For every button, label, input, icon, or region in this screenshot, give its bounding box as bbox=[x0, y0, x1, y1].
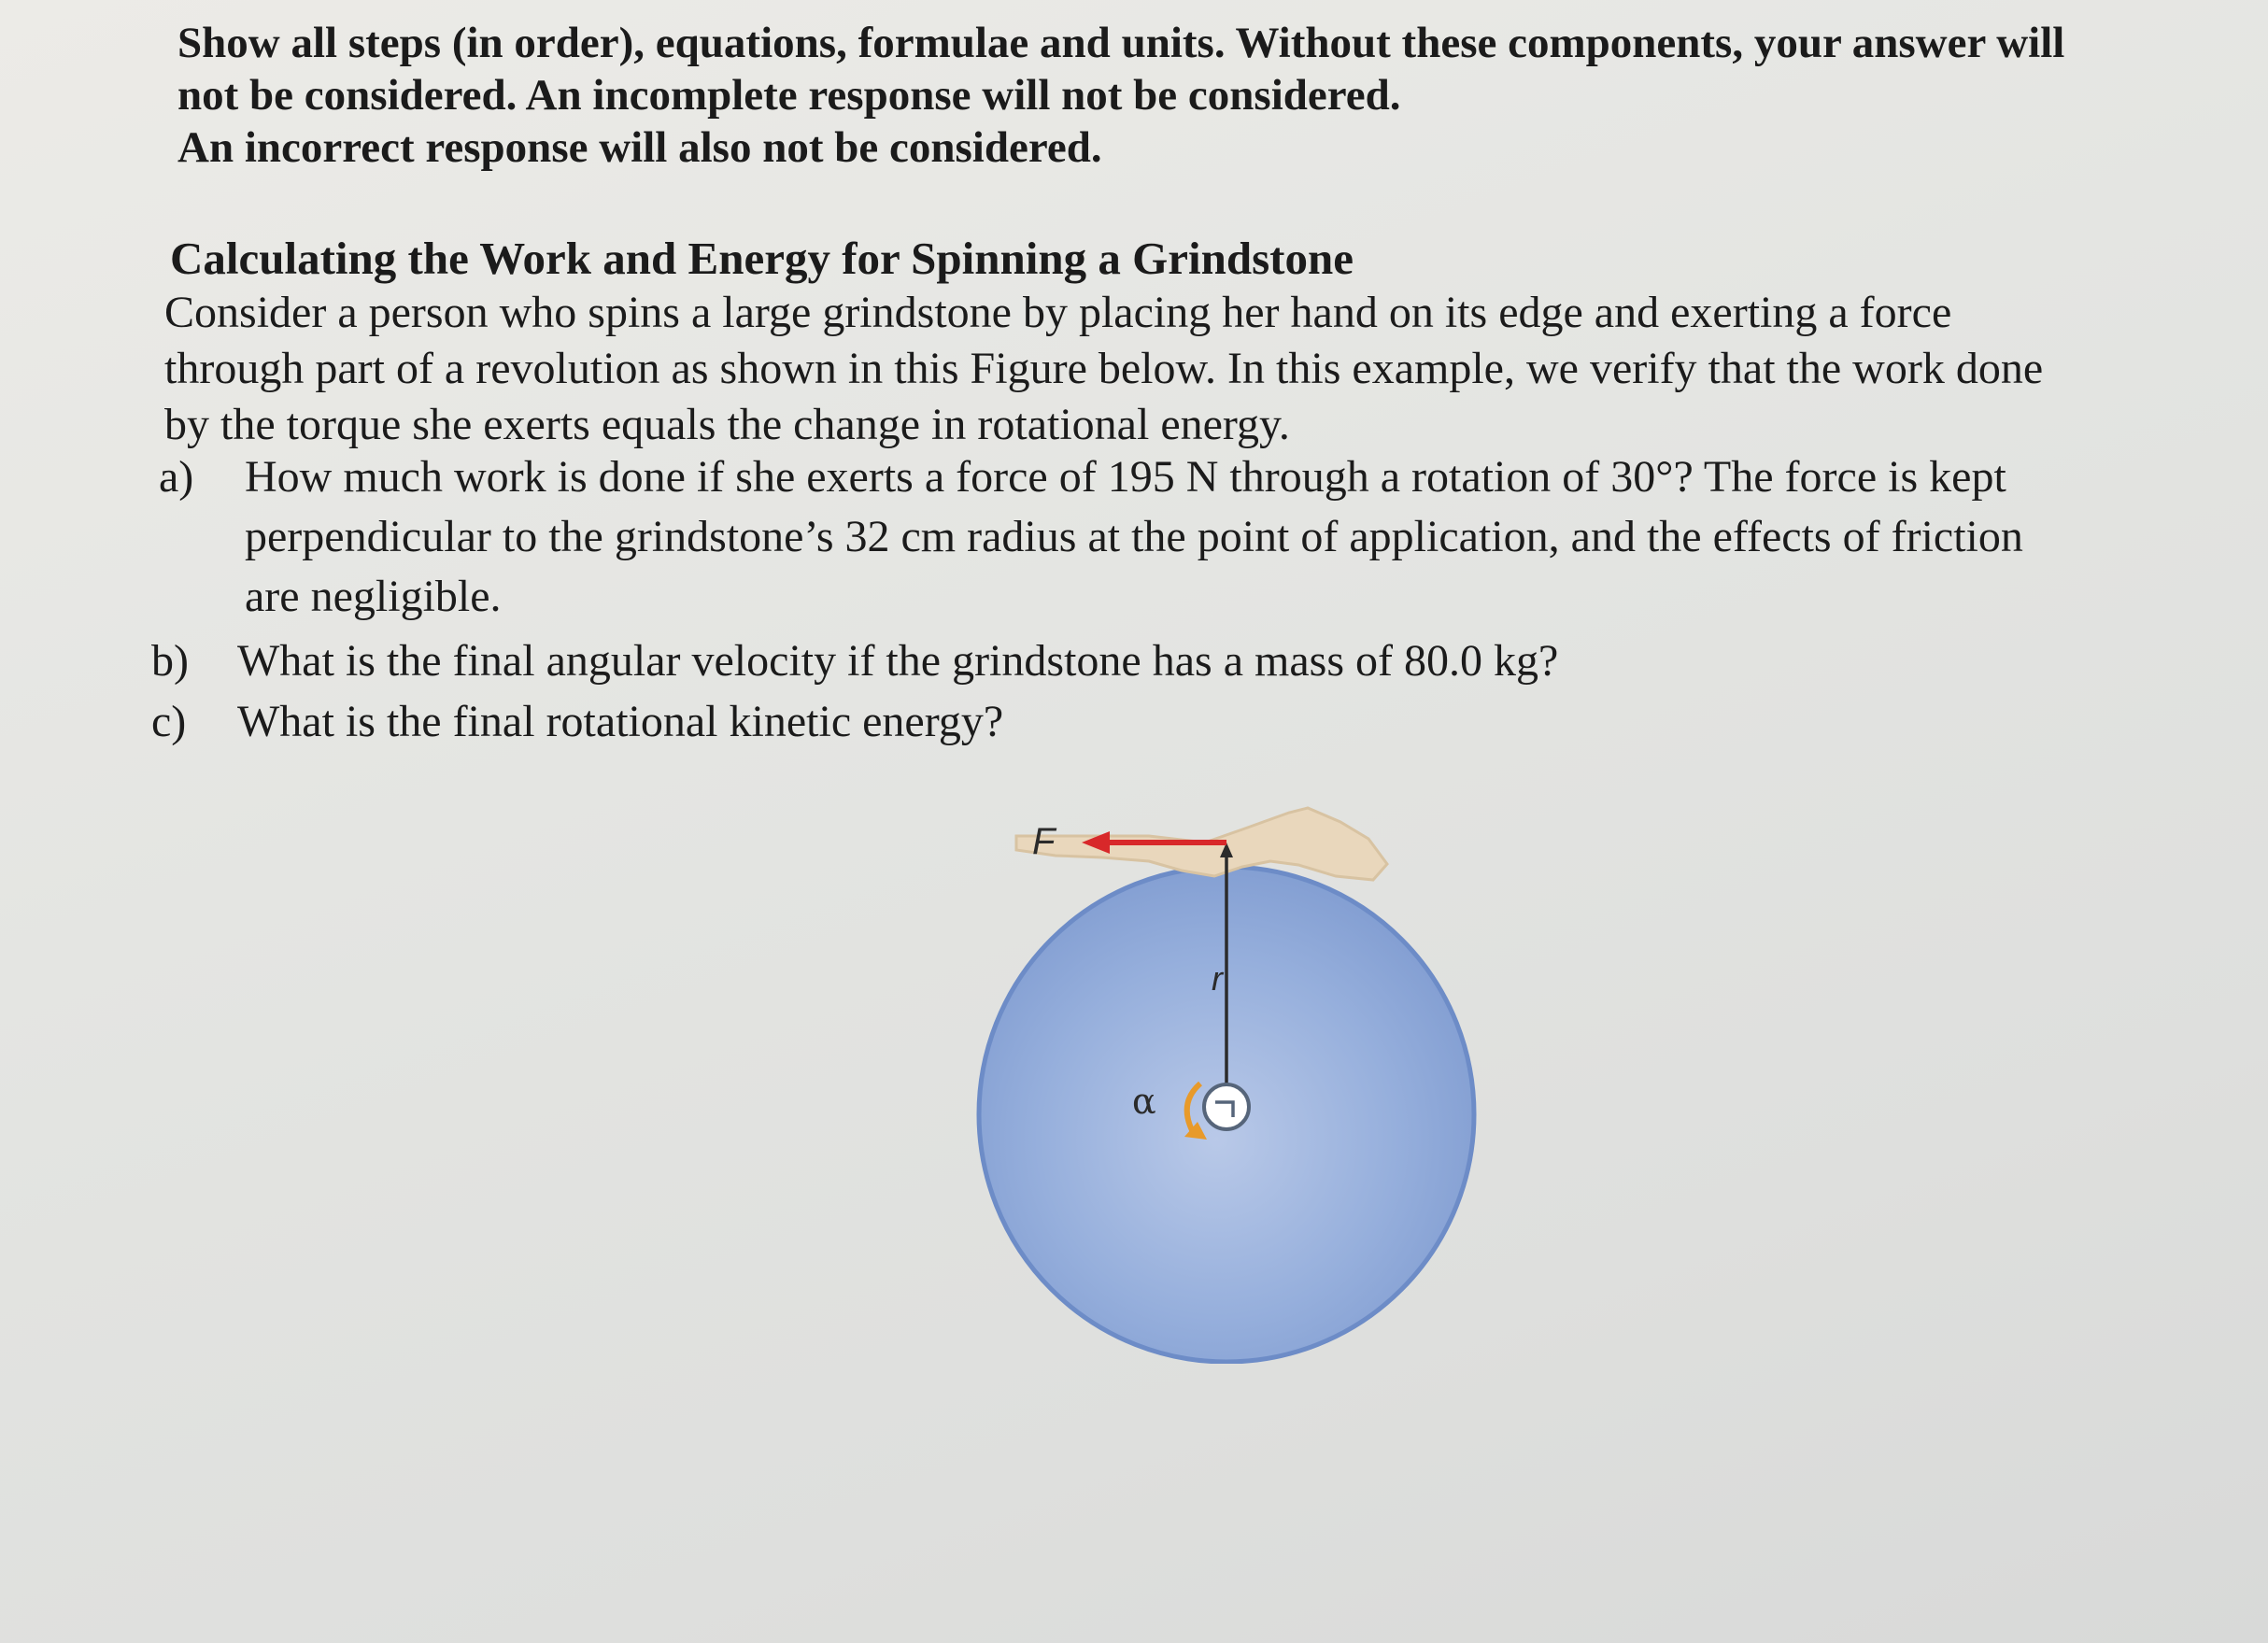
instructions-block bbox=[177, 17, 2233, 174]
instructions-line-3: An incorrect response will also not be considered. bbox=[177, 123, 1102, 172]
question-c-text bbox=[237, 692, 1003, 752]
question-a-line: are negligible. bbox=[245, 572, 502, 621]
grindstone-figure bbox=[962, 757, 1523, 1364]
grindstone-diagram bbox=[962, 757, 1523, 1364]
intro-line: Consider a person who spins a large grindstone by placing her hand on its edge and exerting a force bbox=[164, 288, 1952, 337]
question-c-line: What is the final rotational kinetic energy? bbox=[237, 697, 1004, 746]
question-a-label: a) bbox=[159, 452, 194, 502]
intro-line: through part of a revolution as shown in this Figure below. In this example, we verify that the work done bbox=[164, 344, 2044, 393]
question-c bbox=[151, 692, 2020, 752]
question-b-label: b) bbox=[151, 636, 189, 686]
instructions-line-2: not be considered. An incomplete response will not be considered. bbox=[177, 71, 1401, 120]
question-b-line: What is the final angular velocity if the grindstone has a mass of 80.0 kg? bbox=[237, 636, 1559, 686]
intro-line: by the torque she exerts equals the change in rotational energy. bbox=[164, 400, 1290, 449]
question-b bbox=[151, 631, 2020, 691]
question-a-line: How much work is done if she exerts a force of 195 N through a rotation of 30°? The force is kept bbox=[245, 452, 2006, 502]
axle-icon bbox=[1204, 1084, 1249, 1129]
force-label: F bbox=[1032, 821, 1056, 862]
problem-intro bbox=[164, 285, 2043, 453]
question-a-line: perpendicular to the grindstone’s 32 cm radius at the point of application, and the effects of friction bbox=[245, 512, 2023, 561]
alpha-label: α bbox=[1132, 1081, 1156, 1122]
instructions-line-1: Show all steps (in order), equations, formulae and units. Without these components, your answer will bbox=[177, 19, 2065, 67]
problem-title: Calculating the Work and Energy for Spinning a Grindstone bbox=[170, 233, 1354, 284]
radius-label: r bbox=[1212, 959, 1223, 998]
question-c-label: c) bbox=[151, 697, 187, 746]
question-b-text bbox=[237, 631, 1558, 691]
question-a bbox=[159, 447, 2261, 634]
question-a-text bbox=[245, 447, 2023, 627]
